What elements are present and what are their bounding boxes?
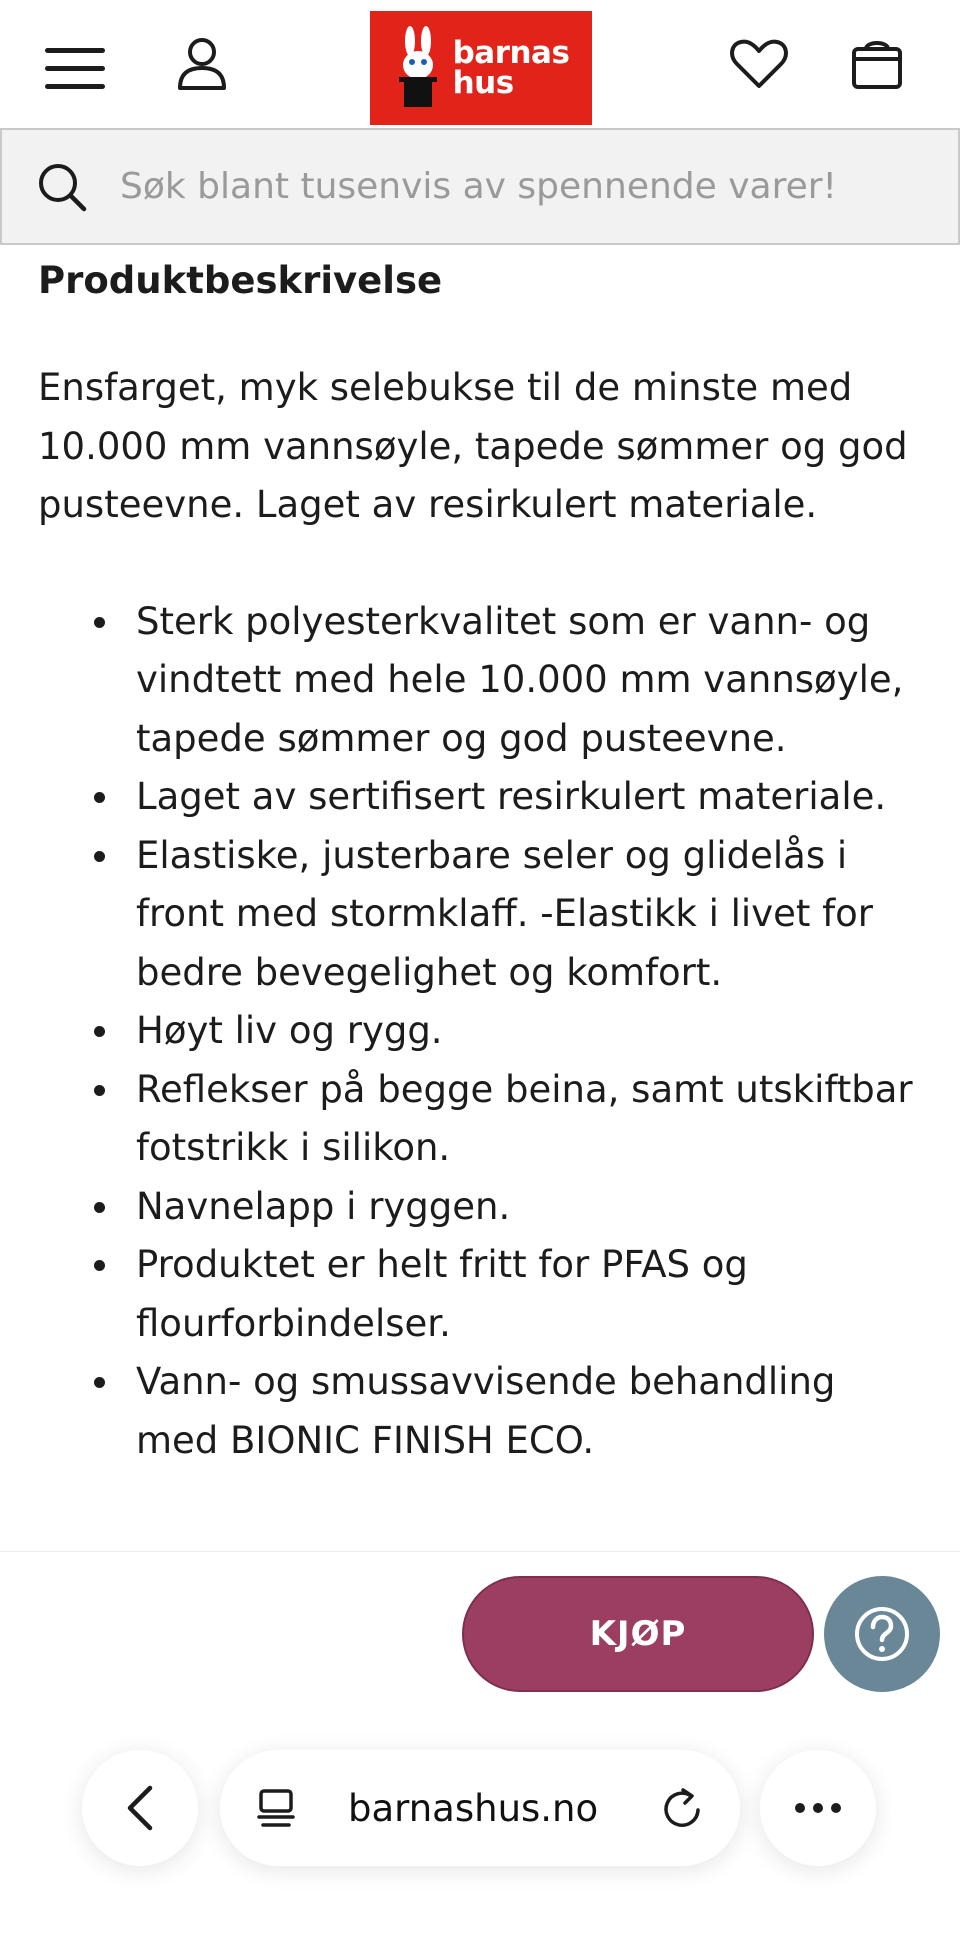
logo-wordmark bbox=[452, 35, 570, 101]
section-title: Produktbeskrivelse bbox=[38, 259, 443, 302]
heart-icon bbox=[729, 38, 789, 90]
logo-line-2: hus bbox=[452, 65, 514, 101]
product-intro: Ensfarget, myk selebukse til de minste med 10.000 mm vannsøyle, tapede sømmer og god pusteevne. Laget av resirkulert materiale. bbox=[38, 366, 908, 526]
shopping-bag-icon bbox=[850, 37, 904, 91]
site-header bbox=[0, 0, 960, 128]
favorites-button[interactable] bbox=[725, 30, 793, 98]
feature-item: Sterk polyesterkvalitet som er vann- og vindtett med hele 10.000 mm vannsøyle, tapede sømmer og god pusteevne. bbox=[136, 593, 918, 769]
feature-item: Laget av sertifisert resirkulert materiale. bbox=[136, 768, 918, 827]
more-button[interactable] bbox=[760, 1750, 876, 1866]
feature-item: Elastiske, justerbare seler og glidelås i front med stormklaff. -Elastikk i livet for bedre bevegelighet og komfort. bbox=[136, 827, 918, 1003]
feature-item: Reflekser på begge beina, samt utskiftbar fotstrikk i silikon. bbox=[136, 1061, 918, 1178]
barnas-hus-logo[interactable] bbox=[370, 11, 592, 125]
bunny-hat-icon bbox=[393, 25, 443, 111]
feature-item: Navnelapp i ryggen. bbox=[136, 1178, 918, 1237]
menu-button[interactable] bbox=[40, 40, 110, 96]
logo-line-1: barnas bbox=[452, 35, 570, 71]
address-bar[interactable] bbox=[220, 1750, 740, 1866]
feature-item: Vann- og smussavvisende behandling med BIONIC FINISH ECO. bbox=[136, 1353, 918, 1470]
feature-item: Høyt liv og rygg. bbox=[136, 1002, 918, 1061]
browser-toolbar bbox=[0, 1700, 960, 1949]
more-dots-icon bbox=[794, 1802, 842, 1814]
search-bar bbox=[0, 128, 960, 245]
question-mark-icon bbox=[852, 1604, 912, 1664]
back-button[interactable] bbox=[82, 1750, 198, 1866]
hamburger-menu-icon bbox=[43, 44, 107, 92]
help-button[interactable] bbox=[824, 1576, 940, 1692]
buy-button[interactable]: KJØP bbox=[462, 1576, 814, 1692]
product-description bbox=[38, 248, 918, 1470]
chevron-left-icon bbox=[122, 1784, 158, 1832]
cart-button[interactable] bbox=[843, 30, 911, 98]
search-icon[interactable] bbox=[34, 159, 90, 215]
feature-list bbox=[38, 593, 918, 1471]
feature-item: Produktet er helt fritt for PFAS og flourforbindelser. bbox=[136, 1236, 918, 1353]
account-button[interactable] bbox=[168, 30, 236, 98]
search-input[interactable] bbox=[120, 166, 900, 207]
url-text: barnashus.no bbox=[348, 1786, 599, 1830]
tab-icon[interactable] bbox=[254, 1786, 298, 1830]
reload-icon[interactable] bbox=[660, 1786, 704, 1830]
user-icon bbox=[176, 36, 228, 92]
